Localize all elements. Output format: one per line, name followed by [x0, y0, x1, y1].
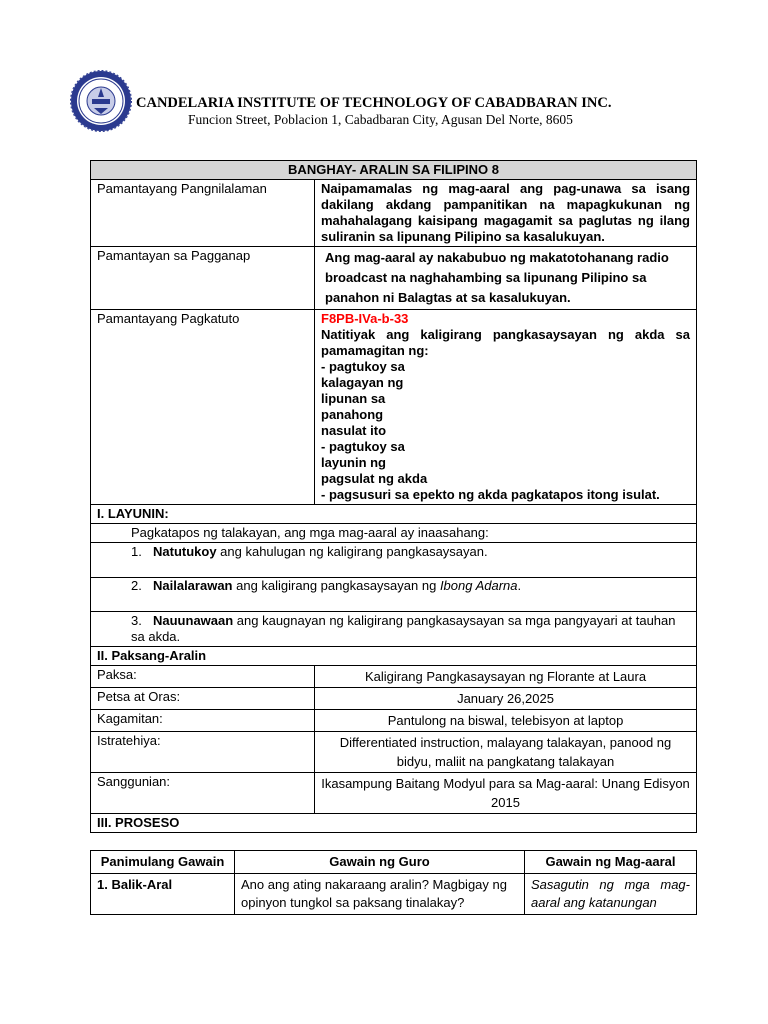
item-end: .: [517, 578, 522, 593]
item-number: 1.: [131, 544, 142, 559]
layunin-heading: I. LAYUNIN:: [91, 505, 697, 524]
layunin-intro: Pagkatapos ng talakayan, ang mga mag-aaral ay inaasahang:: [91, 524, 697, 543]
item-verb: Nailalarawan: [153, 578, 233, 593]
istratehiya-value: Differentiated instruction, malayang talakayan, panood ng bidyu, maliit na pangkatang talakayan: [315, 732, 697, 773]
institution-name: CANDELARIA INSTITUTE OF TECHNOLOGY OF CABADBARAN INC.: [136, 95, 612, 111]
kagamitan-value: Pantulong na biswal, telebisyon at laptop: [315, 710, 697, 732]
col-header-gawain-ng-guro: Gawain ng Guro: [235, 851, 525, 874]
petsa-label: Petsa at Oras:: [91, 688, 315, 710]
competency-item: layunin ng: [321, 455, 386, 470]
item-verb: Natutukoy: [153, 544, 217, 559]
proseso-row-activity: 1. Balik-Aral: [91, 874, 235, 915]
content-standard-label: Pamantayang Pangnilalaman: [91, 180, 315, 247]
content-standard-text: Naipamamalas ng mag-aaral ang pag-unawa sa isang dakilang akdang pampanitikan na mapagkukunan ng mahahalagang kaisipang magagamit sa paglutas ng ilang suliranin sa lipunang Pilipino sa kasalukuyan.: [315, 180, 697, 247]
competency-item: lipunan sa: [321, 391, 386, 406]
layunin-item-3: [91, 612, 697, 647]
paksa-label: Paksa:: [91, 666, 315, 688]
competency-item: - pagtukoy sa: [321, 439, 405, 454]
competency-intro: Natitiyak ang kaligirang pangkasaysayan ng akda sa pamamagitan ng:: [321, 327, 691, 358]
kagamitan-label: Kagamitan:: [91, 710, 315, 732]
item-title: Ibong Adarna: [439, 578, 518, 593]
competency-item: nasulat ito: [321, 423, 387, 438]
istratehiya-label: Istratehiya:: [91, 732, 315, 773]
competency-item: - pagtukoy sa: [321, 359, 405, 374]
paksang-aralin-heading: II. Paksang-Aralin: [91, 647, 697, 666]
proseso-table: [90, 850, 697, 915]
item-verb: Nauunawaan: [153, 613, 234, 628]
competency-cell: [315, 310, 697, 505]
layunin-item-1: [91, 543, 697, 578]
performance-standard-text: Ang mag-aaral ay nakabubuo ng makatotohanang radio broadcast na naghahambing sa lipunang Pilipino sa panahon ni Balagtas at sa kasalukuyan.: [315, 247, 697, 310]
sanggunian-value: Ikasampung Baitang Modyul para sa Mag-aaral: Unang Edisyon 2015: [315, 773, 697, 814]
performance-standard-label: Pamantayan sa Pagganap: [91, 247, 315, 310]
competency-label: Pamantayang Pagkatuto: [91, 310, 315, 505]
competency-item: kalagayan ng: [321, 375, 404, 390]
institution-seal-logo: [70, 70, 132, 132]
col-header-panimulang-gawain: Panimulang Gawain: [91, 851, 235, 874]
proseso-heading: III. PROSESO: [91, 814, 697, 833]
table-title: BANGHAY- ARALIN SA FILIPINO 8: [91, 161, 697, 180]
layunin-item-2: [91, 578, 697, 612]
item-number: 3.: [131, 613, 142, 628]
proseso-row-student: Sasagutin ng mga mag-aaral ang katanungan: [525, 874, 697, 915]
competency-item: pagsulat ng akda: [321, 471, 428, 486]
paksa-value: Kaligirang Pangkasaysayan ng Florante at Laura: [315, 666, 697, 688]
item-number: 2.: [131, 578, 142, 593]
competency-code: F8PB-IVa-b-33: [321, 311, 409, 326]
competency-item: panahong: [321, 407, 384, 422]
item-text: ang kaugnayan ng kaligirang pangkasaysayan sa mga pangyayari at tauhan sa akda.: [131, 613, 676, 644]
item-text: ang kaligirang pangkasaysayan ng: [232, 578, 440, 593]
item-text: ang kahulugan ng kaligirang pangkasaysayan.: [216, 544, 488, 559]
col-header-gawain-ng-mag-aaral: Gawain ng Mag-aaral: [525, 851, 697, 874]
lesson-plan-table: [90, 160, 697, 833]
sanggunian-label: Sanggunian:: [91, 773, 315, 814]
petsa-value: January 26,2025: [315, 688, 697, 710]
institution-address: Funcion Street, Poblacion 1, Cabadbaran City, Agusan Del Norte, 8605: [188, 112, 573, 127]
proseso-row-teacher: Ano ang ating nakaraang aralin? Magbigay ng opinyon tungkol sa paksang tinalakay?: [235, 874, 525, 915]
competency-item: - pagsusuri sa epekto ng akda pagkatapos itong isulat.: [321, 487, 660, 502]
